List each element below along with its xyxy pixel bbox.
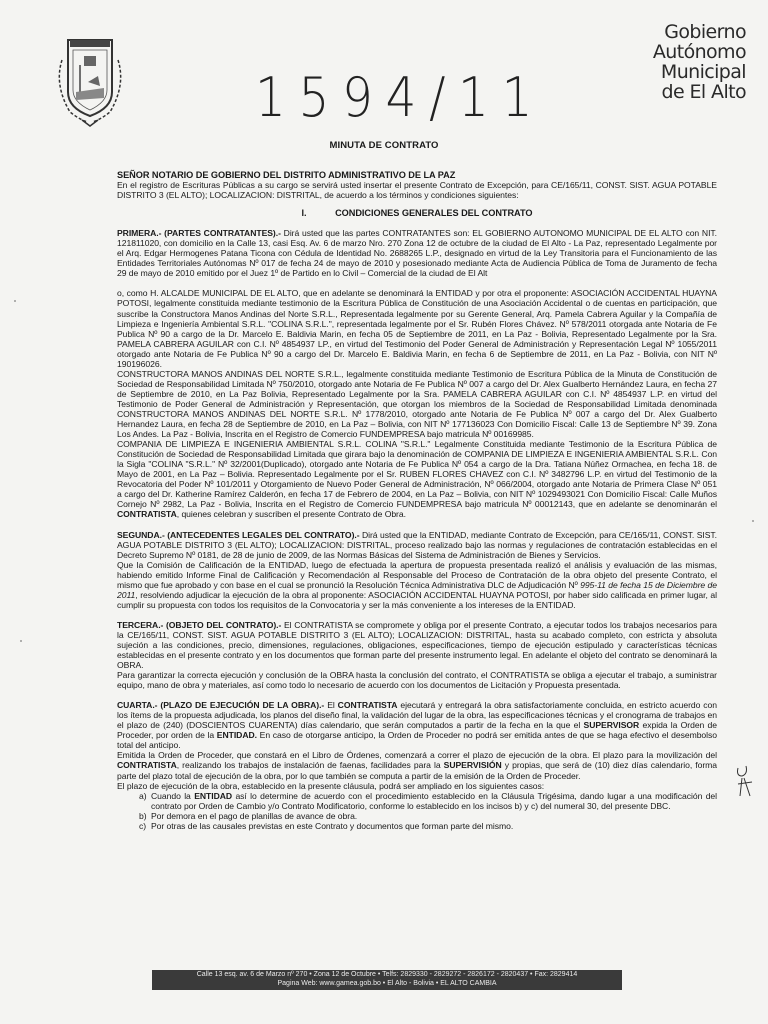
clause-cuarta-p3: El plazo de ejecución de la obra, establecido en la presente cláusula, podrá ser ampliado en los siguientes casos: bbox=[117, 780, 545, 791]
footer-website: Pagina Web: www.gamea.gob.bo • El Alto - Bolivia • EL ALTO CAMBIA bbox=[277, 979, 497, 987]
clause-primera-p1 bbox=[117, 228, 717, 278]
handwritten-initials-icon bbox=[732, 762, 762, 802]
clause-segunda-p1 bbox=[117, 530, 717, 560]
list-item-text: Por demora en el pago de planillas de avance de obra. bbox=[151, 810, 358, 821]
section-title: CONDICIONES GENERALES DEL CONTRATO bbox=[335, 208, 533, 219]
list-item-text bbox=[151, 791, 717, 811]
clause-text: El bbox=[327, 700, 335, 711]
clause-tercera-p1 bbox=[117, 620, 717, 670]
clause-cuarta-p1 bbox=[117, 700, 717, 750]
addressee: SEÑOR NOTARIO DE GOBIERNO DEL DISTRITO ADMINISTRATIVO DE LA PAZ bbox=[117, 170, 456, 180]
list-item-label: b) bbox=[139, 810, 147, 821]
clause-heading: CUARTA.- (PLAZO DE EJECUCIÓN DE LA OBRA).- bbox=[117, 700, 325, 711]
clause-text: Dirá usted que las partes CONTRATANTES son: EL GOBIERNO AUTONOMO MUNICIPAL DE EL ALTO con NIT. 121811020, con domicilio en la Calle 13, casi Esq. Av. 6 de marzo Nro. 270 Zona 12 de octubre de la ciudad de El Alto - La Paz, representado Legalmente por el Arq. Edgar Hermogenes Patana Ticona con Cédula de Identidad No. 2688265 L.P., designado en virtud de la Ley Transitoria para el Funcionamiento de las Entidades Territoriales Autónomas Nº 017 de fecha 24 de mayo de 2010 y posesionado mediante Acta de Audiencia Pública de Toma de Juramento de fecha 29 de mayo de 2010 emitido por el Juez 1º de Partido en lo Civil – Comercial de la ciudad de El Alt bbox=[117, 228, 717, 279]
clause-text: , realizando los trabajos de instalación de faenas, facilidades para la bbox=[176, 760, 441, 771]
clause-primera-p2: o, como H. ALCALDE MUNICIPAL DE EL ALTO, que en adelante se denominará la ENTIDAD y por otra el proponente: ASOCIACIÓN ACCIDENTAL HUAYNA POTOSI, legalmente constituida mediante testimonio de la Escritura Pública de Constitución de una Asociación Accidental o de cuentas en participación, que suscribe la Constructora Manos Andinas del Norte S.R.L., Representada legalmente por su Gerente General, Arq. Pamela Cabrera Aguilar y la Compañía de Limpieza e Ingeniería Ambiental S.R.L. "COLINA S.R.L.", representada legalmente por el Sr. Rubén Flores Chávez. Nº 578/2011 otorgada ante Notaria de Fe Publica Nº 90 a cargo de la Dr. Marcelo E. Baldivia Marin, en fecha 05 de Septiembre de 2011, en La Paz - Bolivia, Representado Legalmente por la Sra. PAMELA CABRERA AGUILAR con C.I. Nº 4854937 LP., en virtud del Testimonio del Poder General de Administración y Representación Legal Nº 1055/2011 otorgado ante Notaria de Fe Publica Nº 90 a cargo del Dr. Marcelo E. Baldivia Marin, en fecha 6 de Septiembre de 2011, en La Paz - Bolivia, con NIT Nº 190196026. bbox=[117, 288, 717, 369]
footer-contact-bar bbox=[152, 970, 622, 990]
item-bold: ENTIDAD bbox=[194, 790, 233, 801]
footer-address: Calle 13 esq. av. 6 de Marzo nº 270 • Zona 12 de Octubre • Telfs: 2829330 - 2829272 - 2826172 - 2820437 • Fax: 2829414 bbox=[196, 971, 578, 978]
scan-speck bbox=[752, 520, 754, 522]
contract-number: 1594/11 bbox=[255, 66, 546, 129]
item-text: así lo determine de acuerdo con el procedimiento establecido en la Cláusula Trigésima, dando lugar a una modificación del contrato por Orden de Cambio y/o Contrato Modificatorio, conforme lo establecido en los incisos b) y c) del numeral 30, del presente DBC. bbox=[151, 790, 718, 811]
clause-text: expida la Orden de Proceder, por orden de la bbox=[117, 720, 718, 741]
gov-line-2: Autónomo bbox=[652, 41, 746, 63]
clause-primera-p3: CONSTRUCTORA MANOS ANDINAS DEL NORTE S.R.L., legalmente constituida mediante Testimonio de Escritura Pública de la Minuta de Constitución de Sociedad de Responsabilidad Limitada Nº 750/2010, otorgado ante Notaria de Fe Publica Nº 007 a cargo del Dr. Alex Gualberto Hernández Laura, en fecha 27 de Septiembre de 2010, en La Paz Bolivia, Representado Legalmente por la Sra. PAMELA CABRERA AGUILAR con C.I. Nº 4854937 L.P. en virtud del Testimonio de Poder General de Administración y Representación, que otorgan los miembros de la Sociedad de Responsabilidad Limitada denominada CONSTRUCTORA MANOS ANDINAS DEL NORTE S.R.L. Nº 1778/2010, otorgado ante Notaria de Fe Publica Nº 007 a cargo del Dr. Alex Gualberto Hernandez Laura, en fecha 28 de Septiembre de 2010, en La Paz – Bolivia, con NIT Nº 177136023 Con Domicilio Fiscal: Calle 13 de Septiembre Nº 39. Zona Los Andes. La Paz - Bolivia, Inscrita en el Registro de Comercio FUNDEMPRESA bajo matricula Nº 00169985. bbox=[117, 368, 717, 440]
preamble-text: En el registro de Escrituras Públicas a su cargo se servirá usted insertar el presente Contrato de Excepción, para CE/165/11, CONST. SIST. AGUA POTABLE DISTRITO 3 (EL ALTO); LOCALIZACION: DISTRITAL, de acuerdo a los términos y condiciones siguientes: bbox=[117, 180, 717, 201]
contract-body bbox=[117, 170, 717, 831]
government-name bbox=[606, 22, 746, 102]
list-item bbox=[117, 791, 717, 811]
clause-tercera-p2: Para garantizar la correcta ejecución y conclusión de la OBRA hasta la conclusión del contrato, el CONTRATISTA se obliga a ejecutar el trabajo, a suministrar equipo, mano de obra y materiales, así como todo lo necesario de acuerdo con los documentos de Licitación y Propuesta presentada. bbox=[117, 670, 717, 691]
list-item-label: a) bbox=[139, 790, 147, 801]
clause-bold: SUPERVISIÓN bbox=[443, 760, 502, 771]
clause-text: Emitida la Orden de Proceder, que constará en el Libro de Órdenes, comenzará a correr el plazo de ejecución de la obra. El plazo para la movilización del bbox=[117, 750, 717, 761]
clause-bold: SUPERVISOR bbox=[583, 720, 640, 731]
gov-line-1: Gobierno bbox=[664, 21, 746, 43]
gov-line-4: de El Alto bbox=[661, 81, 746, 103]
gov-line-3: Municipal bbox=[660, 61, 746, 83]
clause-primera-p4 bbox=[117, 439, 717, 519]
list-item-text: Por otras de las causales previstas en este Contrato y documentos que forman parte del mismo. bbox=[151, 820, 514, 831]
clause-text: , quienes celebran y suscriben el presente Contrato de Obra. bbox=[176, 509, 406, 520]
coat-of-arms-icon bbox=[40, 30, 140, 130]
clause-text: Que la Comisión de Calificación de la ENTIDAD, luego de efectuada la apertura de propuesta presentada realizó el análisis y evaluación de las mismas, habiendo emitido Informe Final de Calificación y Recomendación al Responsable del Proceso de Contratación de la obra objeto del presente Contrato, el mismo que fue aprobado y con base en el cual se pronunció la Resolución Técnica Administrativa DLC de Adjudicación Nº bbox=[117, 559, 717, 590]
extension-cases-list bbox=[117, 791, 717, 831]
clause-cuarta-p2 bbox=[117, 750, 717, 780]
clause-italic: 995-11 de fecha 15 de Diciembre de 2011 bbox=[117, 579, 717, 600]
clause-text: En caso de otorgarse anticipo, la Orden de Proceder no podrá ser emitida antes de que se haga efectivo el desembolso total del anticipo. bbox=[117, 730, 717, 751]
item-text: Cuando la bbox=[151, 790, 191, 801]
clause-bold: CONTRATISTA bbox=[117, 509, 177, 520]
section-heading bbox=[117, 208, 717, 218]
clause-bold: CONTRATISTA bbox=[117, 760, 177, 771]
section-number: I. bbox=[301, 208, 307, 219]
clause-bold: CONTRATISTA bbox=[337, 700, 398, 711]
clause-text: El CONTRATISTA se compromete y obliga por el presente Contrato, a ejecutar todos los trabajos necesarios para la CE/165/11, CONST. SIST. AGUA POTABLE DISTRITO 3 (EL ALTO); LOCALIZACION: DISTRITAL, hasta su acabado completo, con estricta y absoluta sujeción a las condiciones, precio, dimensiones, regulaciones, obligaciones, especificaciones, tiempo de ejecución estipulado y características técnicas establecidas en el presente contrato y en los documentos que forman parte del presente instrumento legal. En adelante el objeto del contrato se denominará la OBRA. bbox=[117, 619, 717, 671]
clause-heading: PRIMERA.- (PARTES CONTRATANTES).- bbox=[117, 228, 281, 239]
clause-heading: SEGUNDA.- (ANTECEDENTES LEGALES DEL CONTRATO).- bbox=[117, 529, 360, 540]
clause-heading: TERCERA.- (OBJETO DEL CONTRATO).- bbox=[117, 619, 282, 630]
list-item bbox=[117, 811, 717, 821]
scan-speck bbox=[14, 300, 16, 302]
clause-text: COMPANIA DE LIMPIEZA E INGENIERIA AMBIENTAL S.R.L. COLINA "S.R.L." Legalmente Constituida mediante Testimonio de la Escritura Pública de Constitución de Sociedad de Responsabilidad Limitada que girara bajo la denominación de COMPANIA DE LIMPIEZA E INGENIERIA AMBIENTAL S.R.L. Con la Sigla "COLINA "S.R.L." Nº 32/2001(Duplicado), otorgado ante Notaria de Fe Publica Nº 054 a cargo de la Dra. Tatiana Núñez Ormachea, en fecha 18. de Mayo de 2001, en La Paz – Bolivia. Representado Legalmente por el Sr. RUBEN FLORES CHAVEZ con C.I. Nº 3482796 L.P. en virtud del Testimonio de la Revocatoria del Poder Nº 101/2011 y Otorgamiento de Nuevo Poder General de Administración, Nº 066/2004, otorgado ante Notaria de Primera Clase Nº 051 a cargo del Dr. Katherine Ramírez Calderón, en fecha 17 de Febrero de 2004, en La Paz – Bolivia, con NIT Nº 1029493021 Con Domicilio Fiscal: Calle Muños Cornejo Nº 2982, La Paz - Bolivia, Inscrita en el Registro de Comercio FUNDEMPRESA bajo matricula Nº 00012143, que en adelante se denominarán el bbox=[117, 439, 717, 510]
clause-text: , resolviendo adjudicar la ejecución de la obra al proponente: ASOCIACIÓN ACCIDENTAL HUAYNA POTOSI, por haber sido calificada en primer lugar, al cumplir su propuesta con todos los requisitos de la Convocatoria y ser la más conveniente a los intereses de la ENTIDAD. bbox=[117, 589, 717, 610]
clause-text: y propias, que será de (10) diez días calendario, forma parte del plazo total de ejecución de la obra, por lo que también se computa a partir de la emisión de la Orden de Proceder. bbox=[117, 760, 718, 781]
clause-text: Dirá usted que la ENTIDAD, mediante Contrato de Excepción, para CE/165/11, CONST. SIST. AGUA POTABLE DISTRITO 3 (EL ALTO); LOCALIZACION: DISTRITAL, proceso realizado bajo las normas y regulaciones de contratación establecidas en el Decreto Supremo Nº 0181, de 28 de junio de 2009, de las Normas Básicas del Sistema de Administración de Bienes y Servicios. bbox=[117, 529, 717, 560]
clause-bold: ENTIDAD. bbox=[216, 730, 257, 741]
scan-speck bbox=[20, 640, 22, 642]
list-item bbox=[117, 821, 717, 831]
document-title: MINUTA DE CONTRATO bbox=[329, 140, 439, 151]
clause-segunda-p2 bbox=[117, 560, 717, 610]
list-item-label: c) bbox=[139, 820, 147, 831]
clause-text: ejecutará y entregará la obra satisfactoriamente concluida, en estricto acuerdo con los ítems de la propuesta adjudicada, los planos del diseño final, la validación del lugar de la obra, las especificaciones técnicas y el cronograma de trabajos en el plazo de (240) (DOSCIENTOS CUARENTA) días calendario, que serán computados a partir de la fecha en la que el bbox=[117, 700, 717, 731]
